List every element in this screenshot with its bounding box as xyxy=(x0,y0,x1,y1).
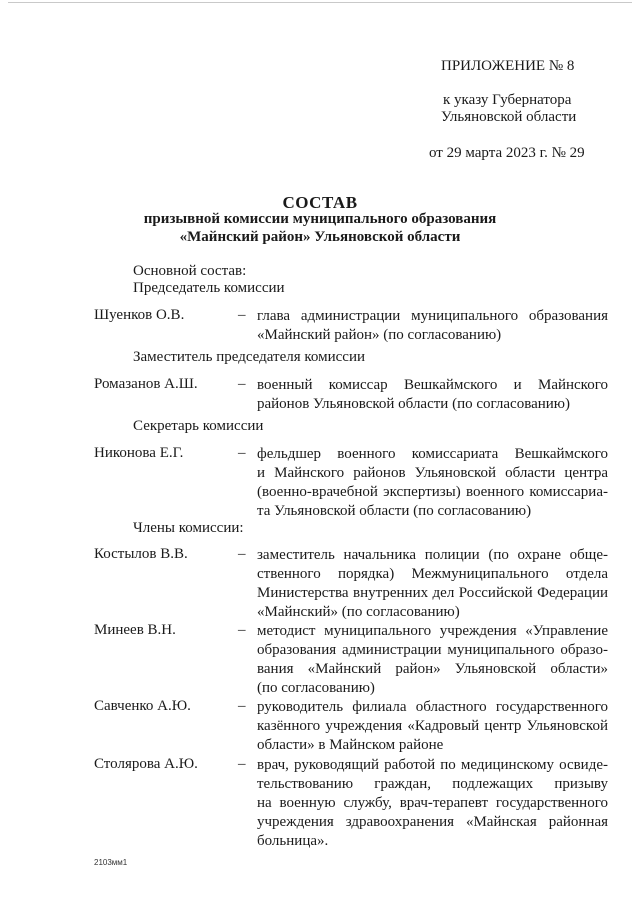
role-line: учреждения здравоохранения «Майнская районная xyxy=(257,814,608,830)
member-dash: – xyxy=(238,622,246,638)
role-line: врач, руководящий работой по медицинскому освиде- xyxy=(257,757,608,773)
role-line: методист муниципального учреждения «Управление xyxy=(257,623,608,639)
decree-date: от 29 марта 2023 г. № 29 xyxy=(429,145,585,161)
member-name: Минеев В.Н. xyxy=(94,622,176,638)
role-line: образования администрации муниципального образо- xyxy=(257,642,608,658)
main-composition-heading: Основной состав: xyxy=(133,263,247,279)
role-line: военный комиссар Вешкаймского и Майнского xyxy=(257,377,608,393)
member-dash: – xyxy=(238,445,246,461)
member-dash: – xyxy=(238,756,246,772)
role-line: области» в Майнском районе xyxy=(257,737,444,753)
member-name: Столярова А.Ю. xyxy=(94,756,198,772)
role-line: (военно-врачебной экспертизы) военного комиссариа- xyxy=(257,484,608,500)
document-code: 2103мм1 xyxy=(94,858,128,867)
member-role xyxy=(257,622,608,698)
chairman-heading: Председатель комиссии xyxy=(133,280,285,296)
role-line: ственного порядка) Межмуниципального отдела xyxy=(257,566,608,582)
role-line: больница». xyxy=(257,833,329,849)
role-line: на военную службу, врач-терапевт государственного xyxy=(257,795,608,811)
role-line: тельствованию граждан, подлежащих призыву xyxy=(257,776,608,792)
role-line: Министерства внутренних дел Российской Федерации xyxy=(257,585,608,601)
role-line: «Майнский район» (по согласованию) xyxy=(257,327,502,343)
member-dash: – xyxy=(238,307,246,323)
member-role xyxy=(257,307,608,345)
role-line: «Майнский» (по согласованию) xyxy=(257,604,460,620)
decree-region: Ульяновской области xyxy=(441,109,577,125)
member-role xyxy=(257,756,608,851)
role-line: районов Ульяновской области (по согласованию) xyxy=(257,396,570,412)
role-line: казённого учреждения «Кадровый центр Ульяновской xyxy=(257,718,608,734)
scan-top-edge xyxy=(8,2,632,3)
member-role xyxy=(257,698,608,755)
role-line: (по согласованию) xyxy=(257,680,375,696)
document-subtitle-1: призывной комиссии муниципального образования xyxy=(143,211,497,227)
member-role xyxy=(257,546,608,622)
document-title: СОСТАВ xyxy=(282,193,358,212)
member-dash: – xyxy=(238,376,246,392)
decree-reference: к указу Губернатора xyxy=(443,92,572,108)
member-dash: – xyxy=(238,698,246,714)
member-name: Савченко А.Ю. xyxy=(94,698,191,714)
role-line: та Ульяновской области (по согласованию) xyxy=(257,503,532,519)
member-role xyxy=(257,376,608,414)
members-heading: Члены комиссии: xyxy=(133,520,244,536)
deputy-heading: Заместитель председателя комиссии xyxy=(133,349,366,365)
role-line: руководитель филиала областного государственного xyxy=(257,699,608,715)
member-role xyxy=(257,445,608,521)
appendix-number: ПРИЛОЖЕНИЕ № 8 xyxy=(441,58,575,74)
document-subtitle-2: «Майнский район» Ульяновской области xyxy=(179,229,461,245)
member-name: Никонова Е.Г. xyxy=(94,445,184,461)
member-name: Ромазанов А.Ш. xyxy=(94,376,198,392)
member-dash: – xyxy=(238,546,246,562)
member-name: Костылов В.В. xyxy=(94,546,188,562)
role-line: вания «Майнский район» Ульяновской области» xyxy=(257,661,608,677)
role-line: фельдшер военного комиссариата Вешкаймского xyxy=(257,446,608,462)
member-name: Шуенков О.В. xyxy=(94,307,185,323)
role-line: и Майнского районов Ульяновской области центра xyxy=(257,465,608,481)
role-line: глава администрации муниципального образования xyxy=(257,308,608,324)
role-line: заместитель начальника полиции (по охране обще- xyxy=(257,547,608,563)
secretary-heading: Секретарь комиссии xyxy=(133,418,264,434)
